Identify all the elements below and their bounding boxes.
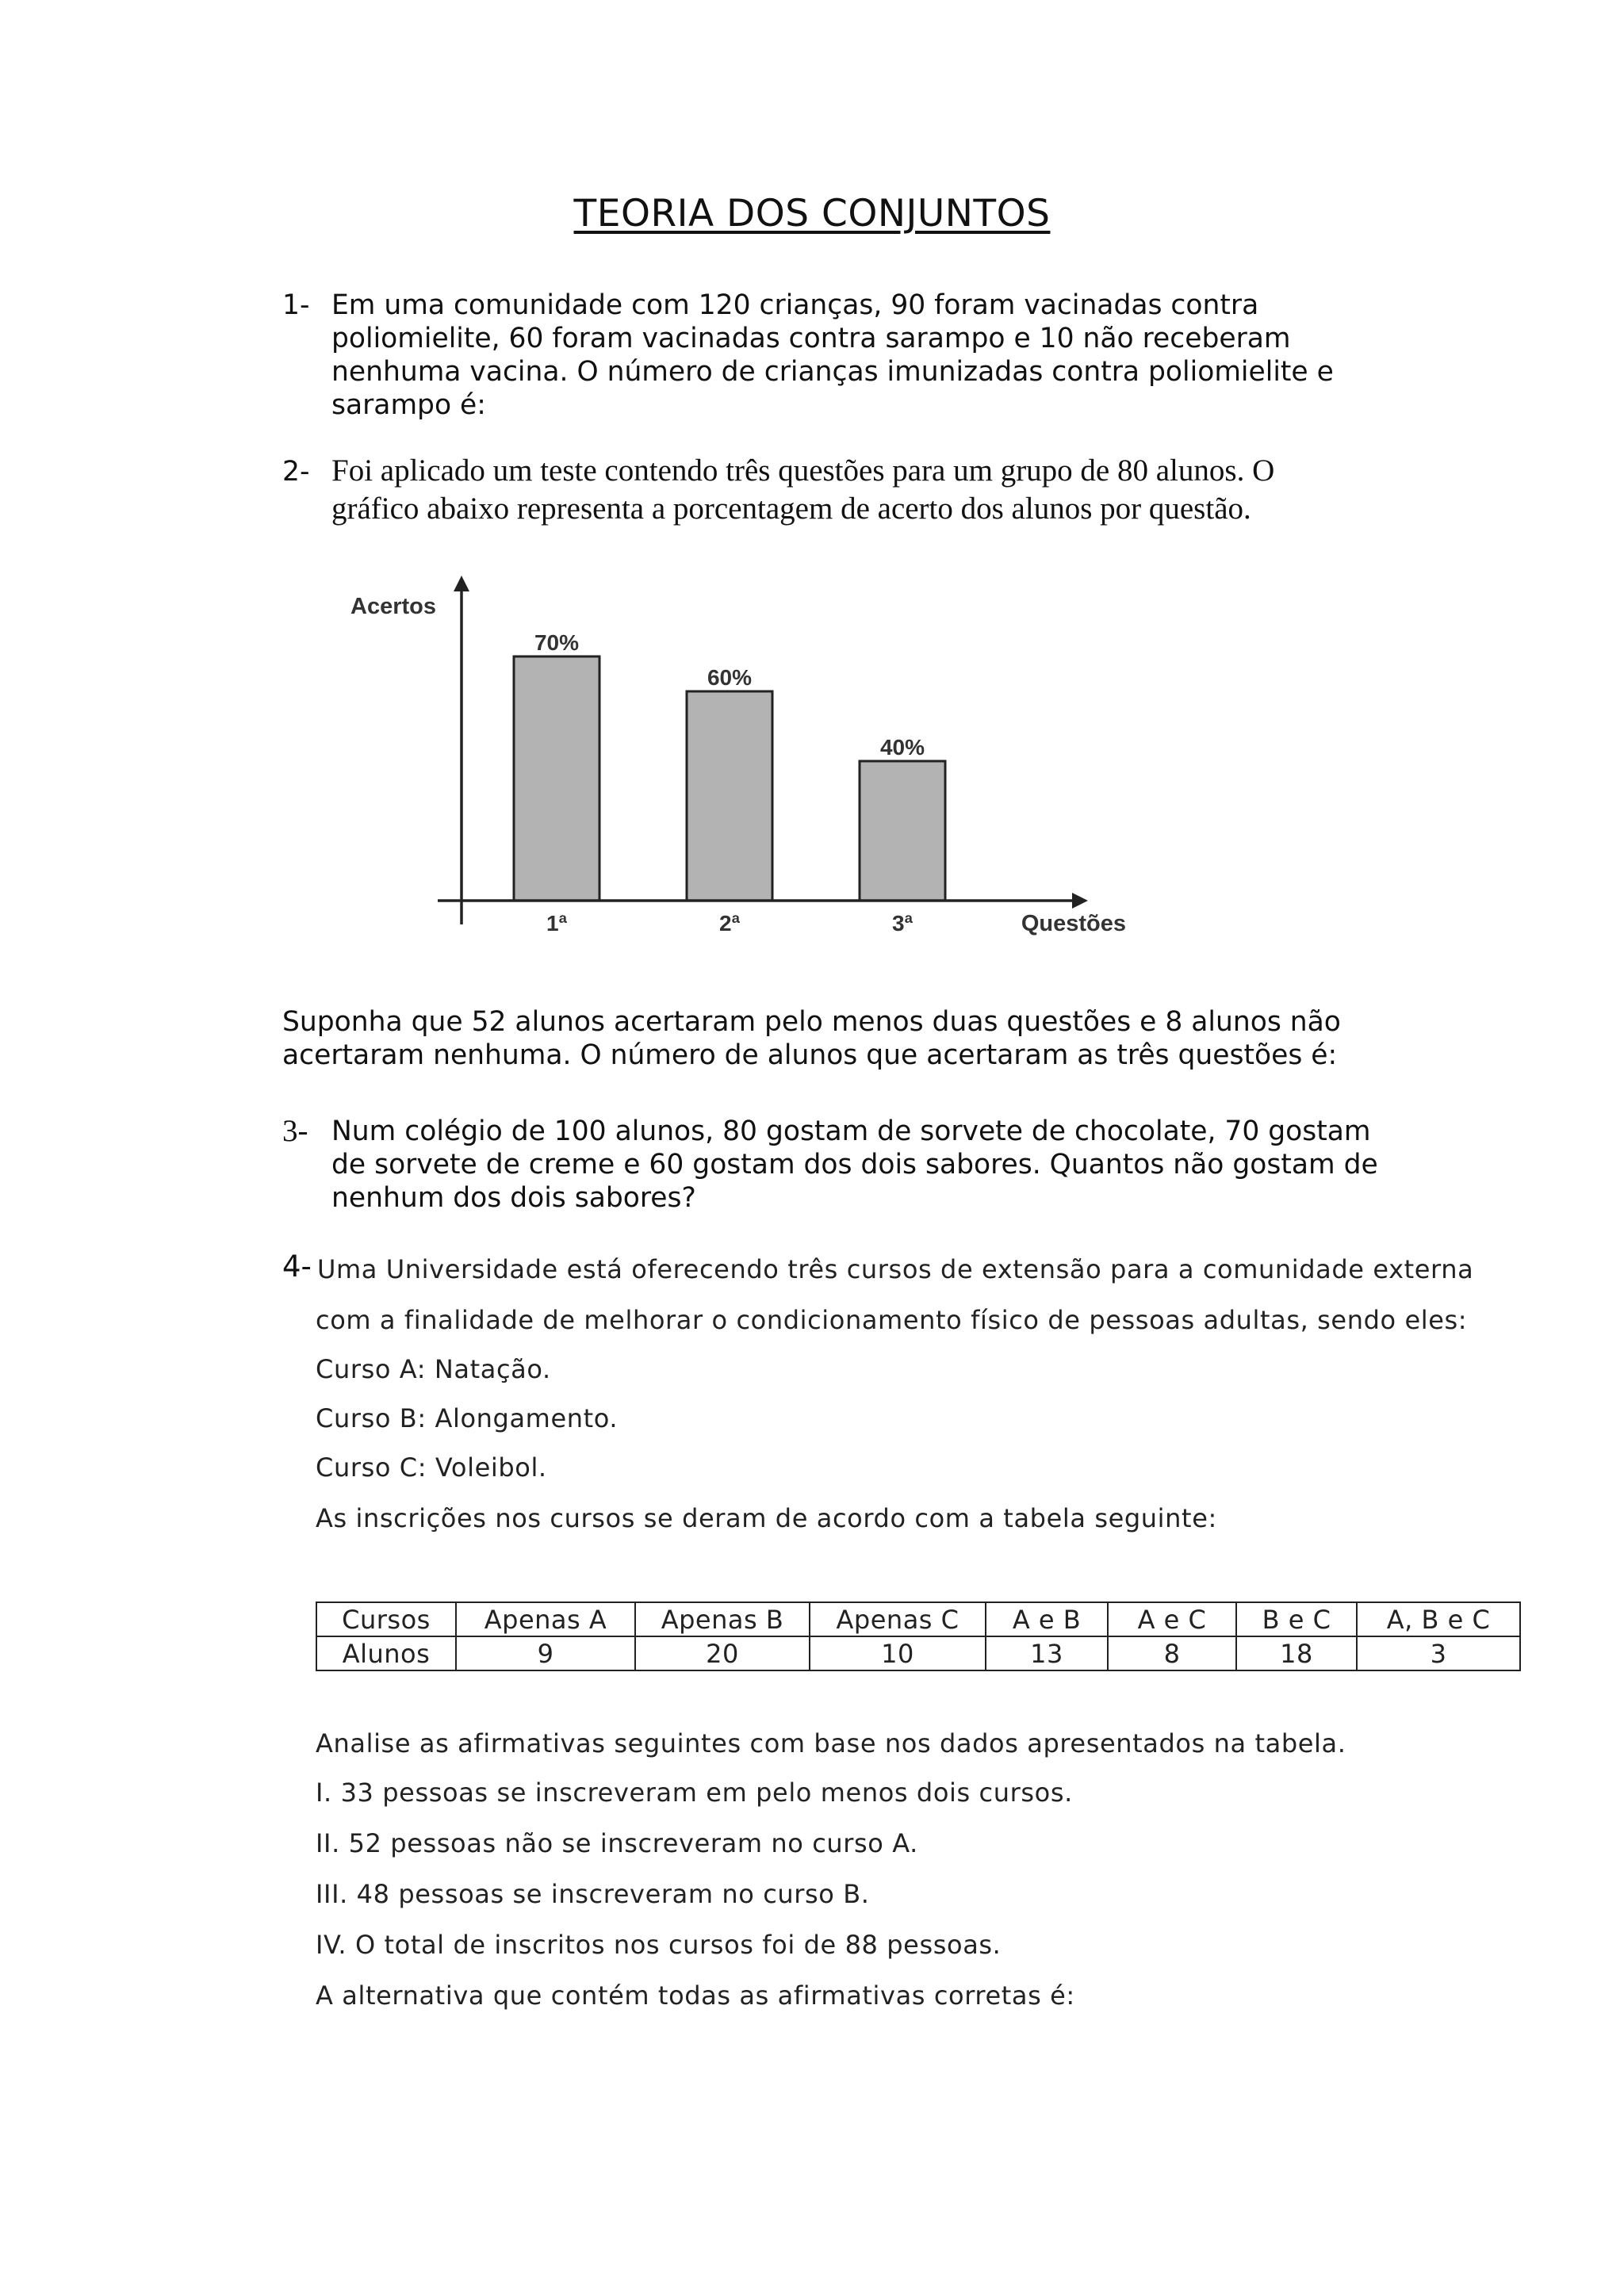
question-2-followup	[282, 1005, 1341, 1072]
x-axis-arrow	[1072, 893, 1088, 909]
course-a-line: Curso A: Natação.	[316, 1354, 551, 1384]
table-cell: 8	[1108, 1636, 1236, 1670]
question-3-line: Num colégio de 100 alunos, 80 gostam de sorvete de chocolate, 70 gostam	[331, 1115, 1371, 1147]
x-tick-label: 3ª	[892, 911, 913, 936]
question-3-line: nenhum dos dois sabores?	[331, 1182, 696, 1214]
bar-value-label: 60%	[707, 665, 753, 690]
question-1-number: 1-	[282, 289, 310, 321]
course-c-line: Curso C: Voleibol.	[316, 1452, 547, 1483]
question-1-line: sarampo é:	[331, 389, 486, 421]
x-tick-label: 2ª	[719, 911, 740, 936]
question-3-text	[331, 1115, 1378, 1215]
question-4-line: As inscrições nos cursos se deram de acordo com a tabela seguinte:	[316, 1503, 1217, 1533]
bar	[860, 761, 945, 901]
x-tick-label: 1ª	[546, 911, 567, 936]
x-axis-label: Questões	[1021, 911, 1126, 936]
question-2-number: 2-	[282, 456, 310, 488]
table-cell: 3	[1357, 1636, 1520, 1670]
question-1-line: Em uma comunidade com 120 crianças, 90 foram vacinadas contra	[331, 289, 1259, 321]
question-4-number: 4-	[282, 1249, 312, 1284]
table-cell: 18	[1236, 1636, 1357, 1670]
table-header-cell: A e B	[986, 1602, 1108, 1636]
statement-iii: III. 48 pessoas se inscreveram no curso B.	[316, 1879, 870, 1909]
bar-chart	[333, 571, 1142, 951]
question-2-line: Foi aplicado um teste contendo três questões para um grupo de 80 alunos. O	[331, 453, 1275, 488]
statement-ii: II. 52 pessoas não se inscreveram no curso A.	[316, 1828, 918, 1858]
table-header-cell: A e C	[1108, 1602, 1236, 1636]
table-header-cell: Apenas B	[635, 1602, 810, 1636]
chart-bars	[514, 630, 945, 936]
question-3-line: de sorvete de creme e 60 gostam dos dois sabores. Quantos não gostam de	[331, 1149, 1378, 1181]
table-cell: Alunos	[316, 1636, 456, 1670]
table-header-cell: Apenas A	[456, 1602, 635, 1636]
question-4-line: com a finalidade de melhorar o condicionamento físico de pessoas adultas, sendo eles:	[316, 1305, 1468, 1335]
page-title: TEORIA DOS CONJUNTOS	[573, 192, 1051, 235]
question-3-number: 3-	[282, 1114, 308, 1148]
question-1-line: poliomielite, 60 foram vacinadas contra sarampo e 10 não receberam	[331, 323, 1291, 354]
table-header-cell: A, B e C	[1357, 1602, 1520, 1636]
bar-value-label: 70%	[534, 630, 580, 655]
table-cell: 13	[986, 1636, 1108, 1670]
table-cell: 9	[456, 1636, 635, 1670]
y-axis-arrow	[454, 576, 469, 591]
question-2-text	[331, 452, 1274, 528]
statement-i: I. 33 pessoas se inscreveram em pelo menos dois cursos.	[316, 1777, 1073, 1808]
followup-line: Suponha que 52 alunos acertaram pelo menos duas questões e 8 alunos não	[282, 1006, 1341, 1038]
table-cell: 20	[635, 1636, 810, 1670]
bar	[514, 656, 599, 901]
table-row	[316, 1636, 1520, 1670]
analysis-intro: Analise as afirmativas seguintes com base nos dados apresentados na tabela.	[316, 1728, 1346, 1758]
enrollment-table	[316, 1601, 1521, 1671]
table-header-cell: Cursos	[316, 1602, 456, 1636]
question-4-line: Uma Universidade está oferecendo três cursos de extensão para a comunidade externa	[317, 1254, 1474, 1284]
question-2-line: gráfico abaixo representa a porcentagem de acerto dos alunos por questão.	[331, 492, 1251, 526]
bar-value-label: 40%	[879, 735, 925, 760]
bar	[687, 691, 772, 901]
table-cell: 10	[810, 1636, 986, 1670]
question-1-text	[331, 289, 1334, 422]
table-header-row	[316, 1602, 1520, 1636]
answer-prompt: A alternativa que contém todas as afirmativas corretas é:	[316, 1980, 1075, 2011]
statement-iv: IV. O total de inscritos nos cursos foi de 88 pessoas.	[316, 1930, 1002, 1960]
question-1-line: nenhuma vacina. O número de crianças imunizadas contra poliomielite e	[331, 356, 1334, 388]
followup-line: acertaram nenhuma. O número de alunos que acertaram as três questões é:	[282, 1039, 1338, 1071]
y-axis-label: Acertos	[350, 594, 436, 619]
table-header-cell: Apenas C	[810, 1602, 986, 1636]
table-header-cell: B e C	[1236, 1602, 1357, 1636]
course-b-line: Curso B: Alongamento.	[316, 1403, 619, 1433]
